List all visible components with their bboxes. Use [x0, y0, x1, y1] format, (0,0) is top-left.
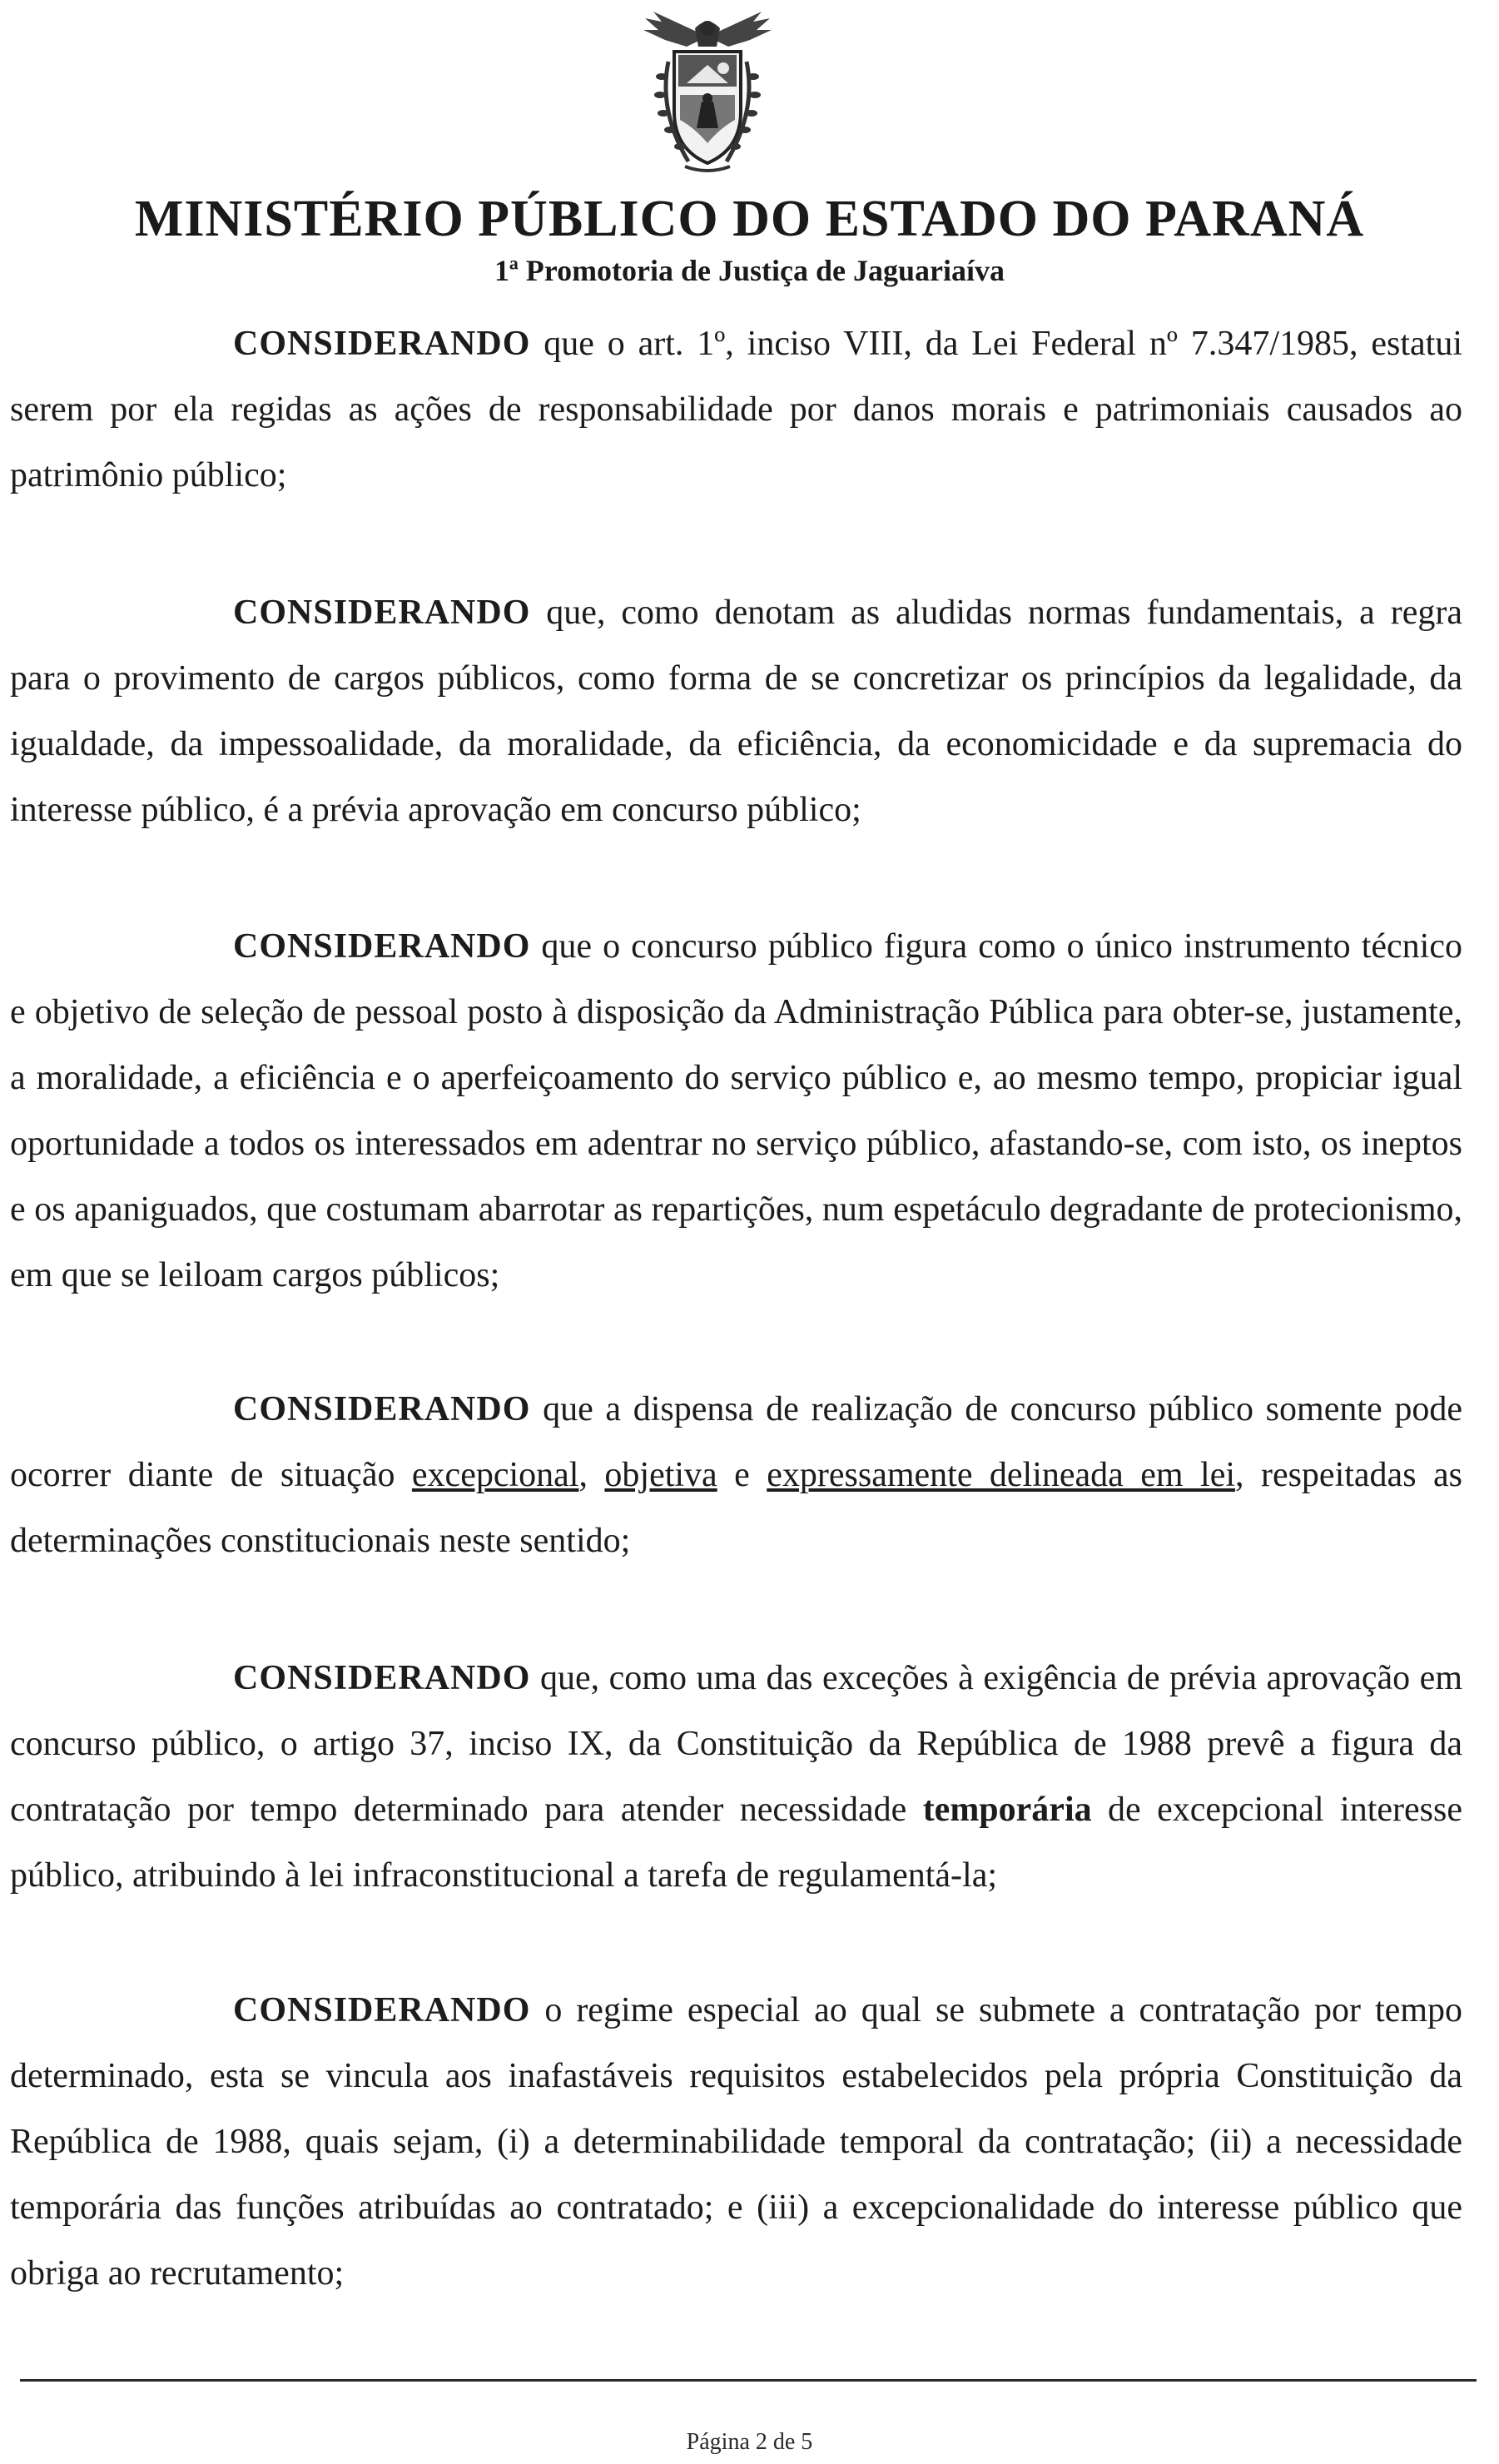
underlined-term: expressamente delineada em lei: [767, 1456, 1236, 1494]
underlined-term: objetiva: [604, 1456, 717, 1494]
paragraph-text: que o concurso público figura como o único instrumento técnico e objetivo de seleção de pessoal posto à disposição da Administração Pública para obter-se, justamente, a moralidade, a eficiência e o aperfeiçoamento do serviço público e, ao mesmo tempo, propiciar igual oportunidade a todos os interessados em adentrar no serviço público, afastando-se, com isto, os ineptos e os apaniguados, que costumam abarrotar as repartições, num espetáculo degradante de protecionismo, em que se leiloam cargos públicos;: [10, 927, 1462, 1294]
considerando-keyword: CONSIDERANDO: [233, 927, 531, 966]
paragraph-text: que o art. 1º, inciso VIII, da Lei Federal nº 7.347/1985, estatui serem por ela regidas as ações de responsabilidade por danos morais e patrimoniais causados ao patrimônio público;: [10, 325, 1462, 494]
paragraph-6: [10, 1978, 1462, 2307]
paragraph-5: [10, 1646, 1462, 1909]
footer-divider: [20, 2379, 1477, 2382]
considerando-keyword: CONSIDERANDO: [233, 1991, 531, 2029]
considerando-keyword: CONSIDERANDO: [233, 325, 531, 363]
paragraph-2: [10, 580, 1462, 843]
paragraph-text: que, como uma das exceções à exigência de prévia aprovação em concurso público, o artigo 37, inciso IX, da Constituição da República de 1988 prevê a figura da contratação por tempo determinado para atender necessidade: [10, 1659, 1462, 1829]
header-subtitle: 1ª Promotoria de Justiça de Jaguariaíva: [494, 254, 1005, 287]
considerando-keyword: CONSIDERANDO: [233, 1390, 531, 1428]
coat-of-arms-emblem: [637, 3, 778, 178]
paragraph-text: ,: [578, 1456, 605, 1494]
paragraph-3: [10, 914, 1462, 1309]
considerando-keyword: CONSIDERANDO: [233, 594, 531, 632]
paragraph-text: de excepcional interesse público, atribuindo à lei infraconstitucional a tarefa de regulamentá-la;: [10, 1791, 1462, 1895]
page-number: Página 2 de 5: [686, 2429, 813, 2455]
header-title: MINISTÉRIO PÚBLICO DO ESTADO DO PARANÁ: [134, 191, 1365, 247]
underlined-term: excepcional: [411, 1456, 579, 1494]
paragraph-text: e: [717, 1456, 767, 1494]
paragraph-text: que a dispensa de realização de concurso público somente pode ocorrer diante de situação: [10, 1390, 1462, 1494]
paragraph-4: [10, 1377, 1462, 1574]
paragraph-text: o regime especial ao qual se submete a contratação por tempo determinado, esta se vincula aos inafastáveis requisitos estabelecidos pela própria Constituição da República de 1988, quais sejam, (i) a determinabilidade temporal da contratação; (ii) a necessidade temporária das funções atribuídas ao contratado; e (iii) a excepcionalidade do interesse público que obriga ao recrutamento;: [10, 1991, 1462, 2293]
considerando-keyword: CONSIDERANDO: [233, 1659, 531, 1697]
paragraph-text: , respeitadas as determinações constitucionais neste sentido;: [10, 1456, 1462, 1560]
paragraph-1: [10, 311, 1462, 509]
paragraph-text: que, como denotam as aludidas normas fundamentais, a regra para o provimento de cargos públicos, como forma de se concretizar os princípios da legalidade, da igualdade, da impessoalidade, da moralidade, da eficiência, da economicidade e da supremacia do interesse público, é a prévia aprovação em concurso público;: [10, 594, 1462, 829]
bold-term: temporária: [922, 1791, 1092, 1829]
